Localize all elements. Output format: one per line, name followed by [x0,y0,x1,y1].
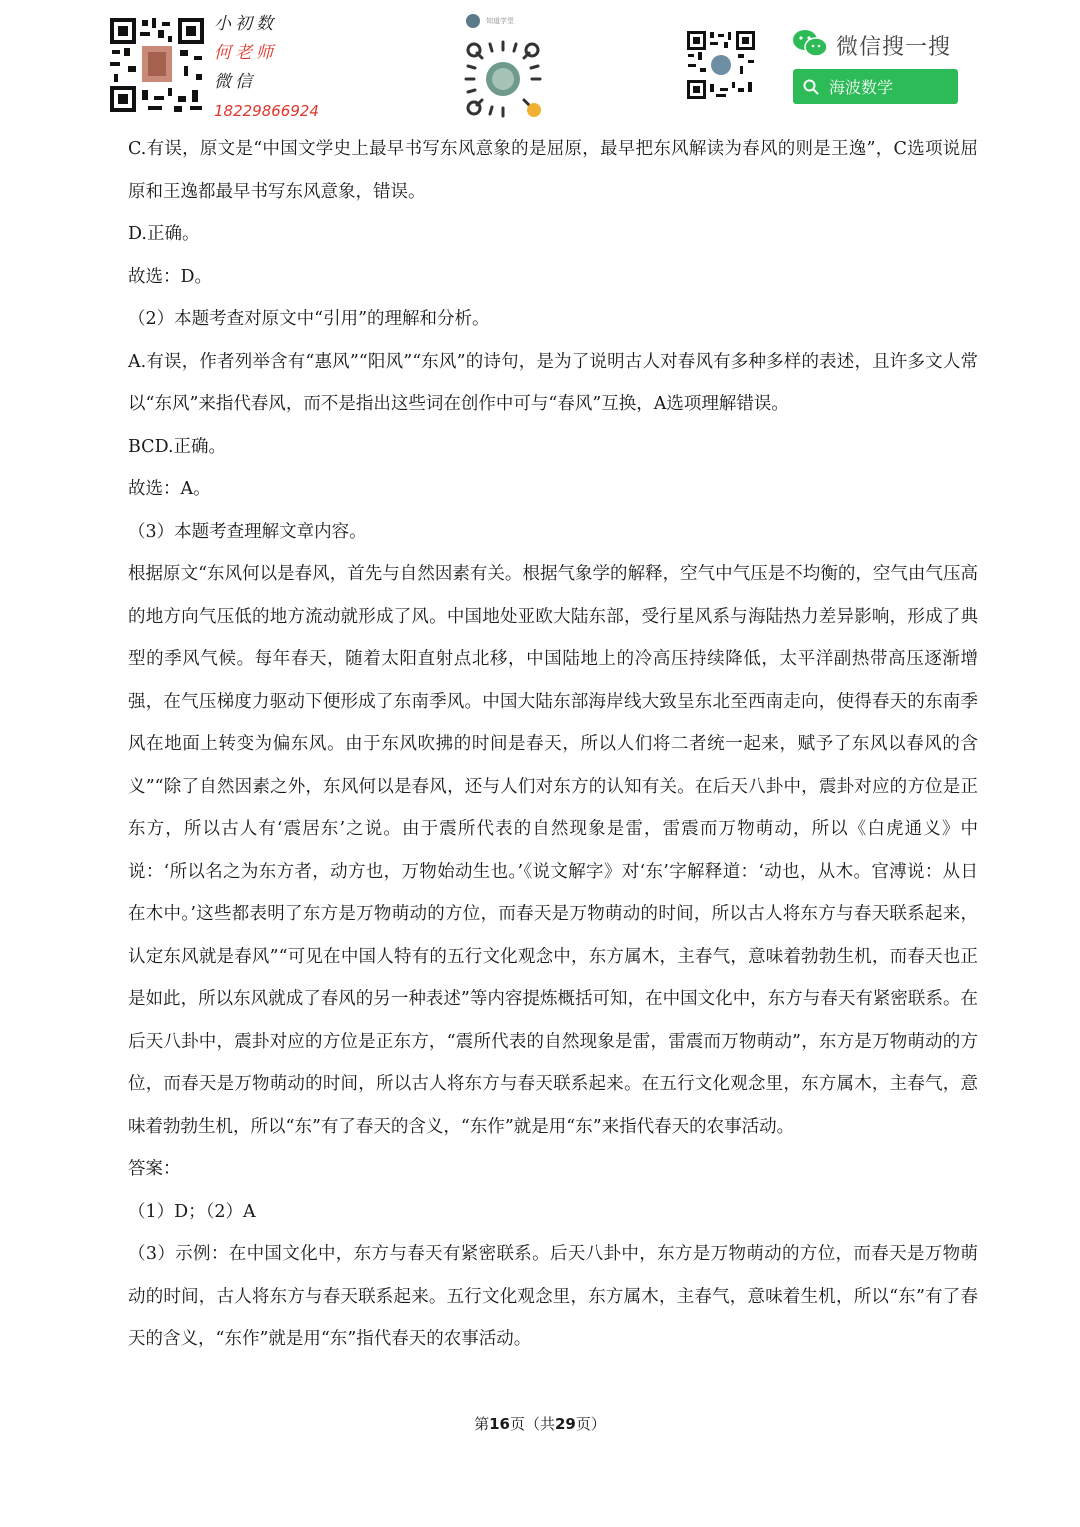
footer-page-number: 16 [489,1415,510,1433]
paragraph-analysis: 根据原文“东风何以是春风，首先与自然因素有关。根据气象学的解释，空气中气压是不均衡的，空气由气压高的地方向气压低的地方流动就形成了风。中国地处亚欧大陆东部，受行星风系与海陆热力差异影响，形成了典型的季风气候。每年春天，随着太阳直射点北移，中国陆地上的冷高压持续降低，太平洋副热带高压逐渐增强，在气压梯度力驱动下便形成了东南季风。中国大陆东部海岸线大致呈东北至西南走向，使得春天的东南季风在地面上转变为偏东风。由于东风吹拂的时间是春天，所以人们将二者统一起来，赋予了东风以春风的含义”“除了自然因素之外，东风何以是春风，还与人们对东方的认知有关。在后天八卦中，震卦对应的方位是正东方，所以古人有‘震居东’之说。由于震所代表的自然现象是雷，雷震而万物萌动，所以《白虎通义》中说：‘所以名之为东方者，动方也，万物始动生也。’《说文解字》对‘东’字解释道：‘动也，从木。官溥说：从日在木中。’这些都表明了东方是万物萌动的方位，而春天是万物萌动的时间，所以古人将东方与春天联系起来，认定东风就是春风”“可见在中国人特有的五行文化观念中，东方属木，主春气，意味着勃勃生机，而春天也正是如此，所以东风就成了春风的另一种表述”等内容提炼概括可知，在中国文化中，东方与春天有紧密联系。在后天八卦中，震卦对应的方位是正东方，“震所代表的自然现象是雷，雷震而万物萌动”，东方是万物萌动的方位，而春天是万物萌动的时间，所以古人将东方与春天联系起来。在五行文化观念里，东方属木，主春气，意味着勃勃生机，所以“东”有了春天的含义，“东作”就是用“东”来指代春天的农事活动。 [128,564,978,1137]
paragraph-choice-1: 故选：D。 [128,266,213,287]
paragraph-question-2: （2）本题考查对原文中“引用”的理解和分析。 [128,309,490,329]
contact-line-1: 小初数 [214,14,277,34]
paragraph-answer-heading: 答案： [128,1159,181,1179]
document-body [128,128,978,1361]
contact-info [214,10,319,126]
page-header [0,0,1080,130]
contact-line-3: 微信 [214,72,256,92]
footer-middle: 页（共 [509,1415,555,1433]
mini-program-avatar [466,14,480,28]
paragraph-option-d: D.正确。 [128,224,200,244]
qr-code-icon [108,16,206,114]
contact-phone: 18229866924 [214,102,319,120]
footer-total-pages: 29 [555,1415,576,1433]
wechat-logo-icon [792,28,828,58]
contact-line-2: 何老师 [214,43,277,63]
wechat-search-bar[interactable] [793,69,958,104]
footer-prefix: 第 [474,1415,490,1433]
mini-program-code-icon [462,38,544,120]
mini-program-code [462,38,544,120]
qr-code-icon [686,30,756,100]
contact-qr-code [108,16,206,114]
search-bar-text: 海波数学 [829,78,894,97]
paragraph-option-bcd: BCD.正确。 [128,436,227,457]
paragraph-option-a: A.有误，作者列举含有“惠风”“阳风”“东风”的诗句，是为了说明古人对春风有多种多样的表述，且许多文人常以“东风”来指代春风，而不是指出这些词在创作中可与“春风”互换，A选项理解错误。 [128,351,978,414]
wechat-qr-code [686,30,756,100]
wechat-search-title: 微信搜一搜 [836,35,952,60]
paragraph-answer-1-2: （1）D；（2）A [128,1201,256,1222]
page-footer [0,1413,1080,1434]
footer-suffix: 页） [575,1415,606,1433]
search-icon [803,79,819,95]
paragraph-question-3: （3）本题考查理解文章内容。 [128,521,367,542]
paragraph-option-c: C.有误，原文是“中国文学史上最早书写东风意象的是屈原，最早把东风解读为春风的则是王逸”，C选项说屈原和王逸都最早书写东风意象，错误。 [128,139,978,202]
paragraph-answer-3: （3）示例：在中国文化中，东方与春天有紧密联系。后天八卦中，东方是万物萌动的方位，而春天是万物萌动的时间，古人将东方与春天联系起来。五行文化观念里，东方属木，主春气，意味着生机，所以“东”有了春天的含义，“东作”就是用“东”指代春天的农事活动。 [128,1244,978,1349]
mini-program-label: 知道学堂 [486,17,514,25]
paragraph-choice-2: 故选：A。 [128,479,211,499]
